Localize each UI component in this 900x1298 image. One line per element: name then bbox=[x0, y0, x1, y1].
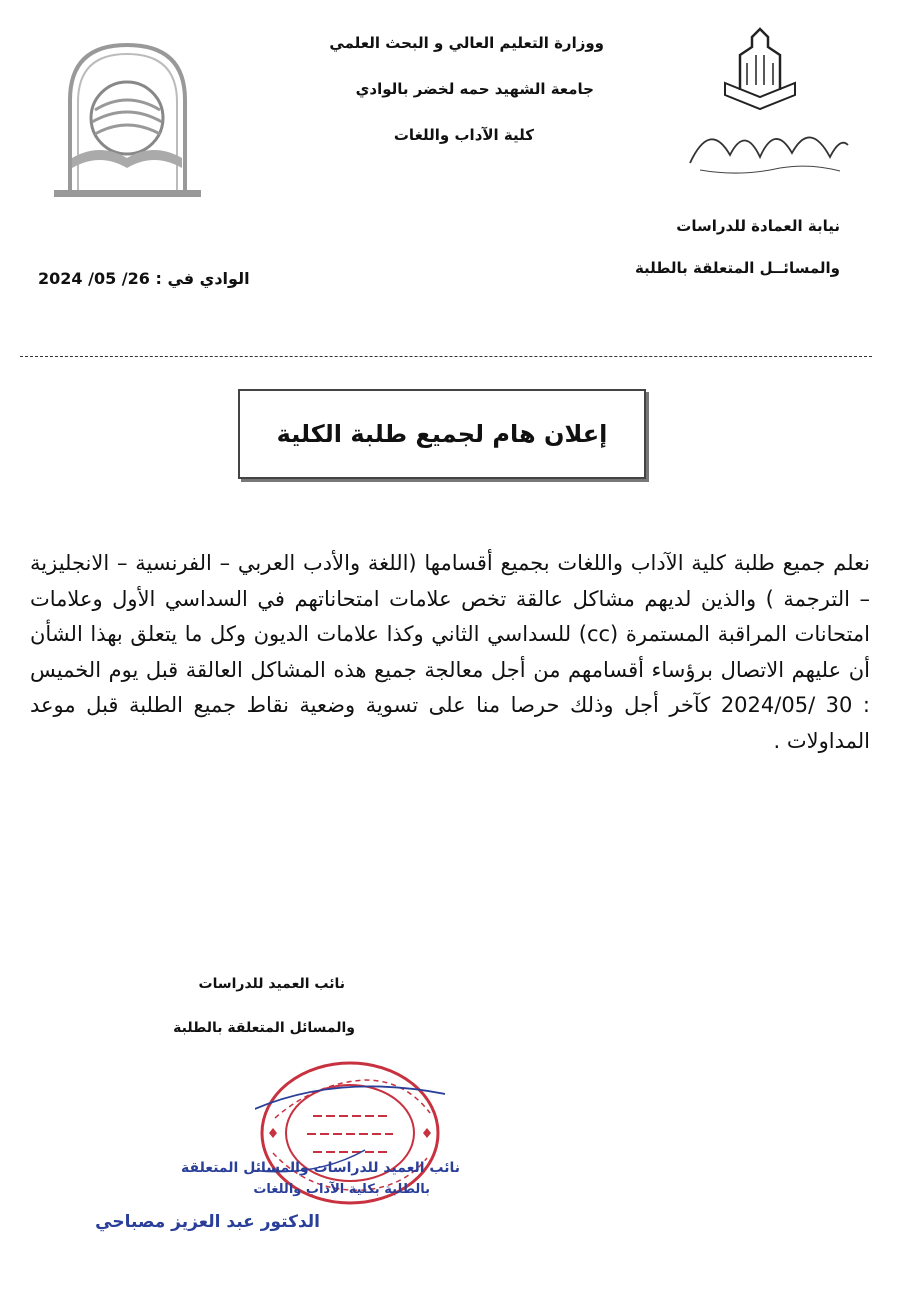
signatory-name: الدكتور عبد العزيز مصباحي bbox=[95, 1212, 320, 1232]
signatory-title-line-2: والمسائل المتعلقة بالطلبة bbox=[173, 1020, 355, 1036]
office-line-1: نيابة العمادة للدراسات bbox=[676, 217, 840, 235]
signatory-title-line-1: نائب العميد للدراسات bbox=[198, 976, 345, 992]
date-line: الوادي في : 26/ 05/ 2024 bbox=[38, 269, 250, 288]
announcement-title: إعلان هام لجميع طلبة الكلية bbox=[276, 420, 608, 448]
stamp-title-line-2: بالطلبة بكلية الآداب واللغات bbox=[253, 1182, 430, 1197]
university-name: جامعة الشهيد حمه لخضر بالوادي bbox=[355, 80, 594, 98]
office-line-2: والمسائــل المتعلقة بالطلبة bbox=[634, 259, 840, 277]
stamp-title-line-1: نائب العميد للدراسات والمسائل المتعلقة bbox=[181, 1160, 460, 1176]
faculty-name: كلية الآداب واللغات bbox=[393, 126, 534, 144]
announcement-body: نعلم جميع طلبة كلية الآداب واللغات بجميع أقسامها (اللغة والأدب العربي – الفرنسية – الانجليزية – الترجمة ) والذين لديهم مشاكل عالقة تخص علامات امتحاناتهم في السداسي الأول وعلامات امتحانات المراقبة المستمرة (cc) للسداسي الثاني وكذا علامات الديون وكل ما يتعلق بهذا الشأن أن عليهم الاتصال برؤساء أقسامهم من أجل معالجة جميع هذه المشاكل العالقة قبل يوم الخميس : 30 /2024/05 كآخر أجل وذلك حرصا منا على تسوية وضعية نقاط جميع الطلبة قبل موعد المداولات . bbox=[30, 551, 870, 753]
announcement-title-box bbox=[238, 389, 646, 479]
dashed-divider bbox=[20, 356, 872, 357]
faculty-logo bbox=[680, 25, 855, 189]
ministry-name: ووزارة التعليم العالي و البحث العلمي bbox=[329, 34, 604, 52]
university-logo bbox=[50, 40, 205, 209]
